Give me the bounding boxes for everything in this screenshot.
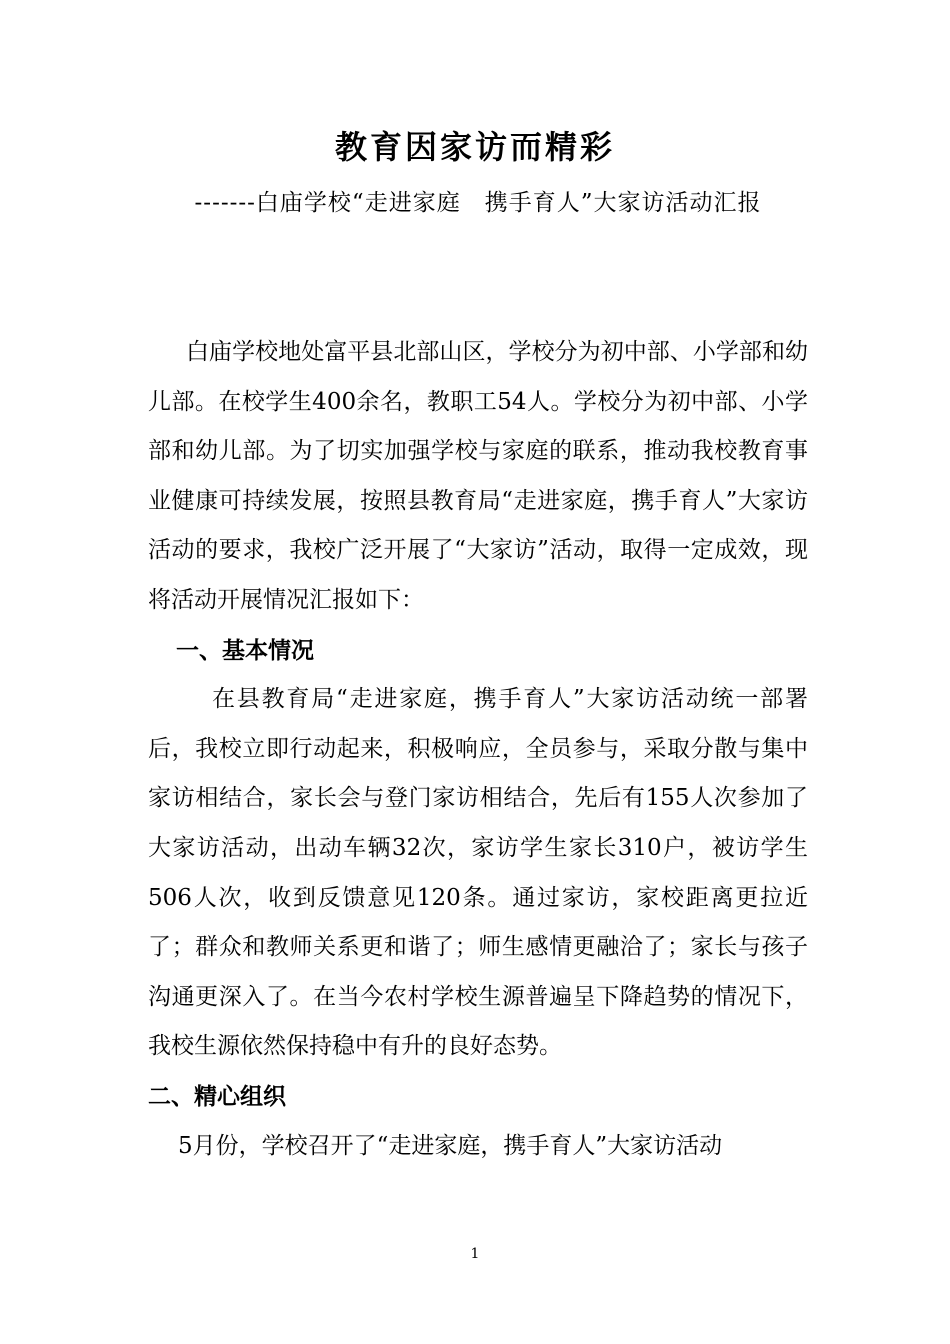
document-body <box>148 328 808 1171</box>
page-number: 1 <box>470 1246 480 1262</box>
section-heading-careful-organization: 二、精心组织 <box>148 1082 286 1110</box>
section-careful-organization-body: 5月份，学校召开了“走进家庭，携手育人”大家访活动 <box>178 1132 723 1159</box>
intro-paragraph: 白庙学校地处富平县北部山区，学校分为初中部、小学部和幼儿部。在校学生400余名，教职工54人。学校分为初中部、小学部和幼儿部。为了切实加强学校与家庭的联系，推动我校教育事业健康可持续发展，按照县教育局“走进家庭，携手育人”大家访活动的要求，我校广泛开展了“大家访”活动，取得一定成效，现将活动开展情况汇报如下： <box>148 339 808 613</box>
section-heading-basic-situation: 一、基本情况 <box>176 636 314 664</box>
section-basic-situation-body: 在县教育局“走进家庭，携手育人”大家访活动统一部署后，我校立即行动起来，积极响应，全员参与，采取分散与集中家访相结合，家长会与登门家访相结合，先后有155人次参加了大家访活动，出动车辆32次，家访学生家长310户，被访学生506人次，收到反馈意见120条。通过家访，家校距离更拉近了；群众和教师关系更和谐了；师生感情更融洽了；家长与孩子沟通更深入了。在当今农村学校生源普遍呈下降趋势的情况下，我校生源依然保持稳中有升的良好态势。 <box>148 686 808 1060</box>
document-title: 教育因家访而精彩 <box>334 128 615 166</box>
document-subtitle: -------白庙学校“走进家庭 携手育人”大家访活动汇报 <box>194 190 762 216</box>
